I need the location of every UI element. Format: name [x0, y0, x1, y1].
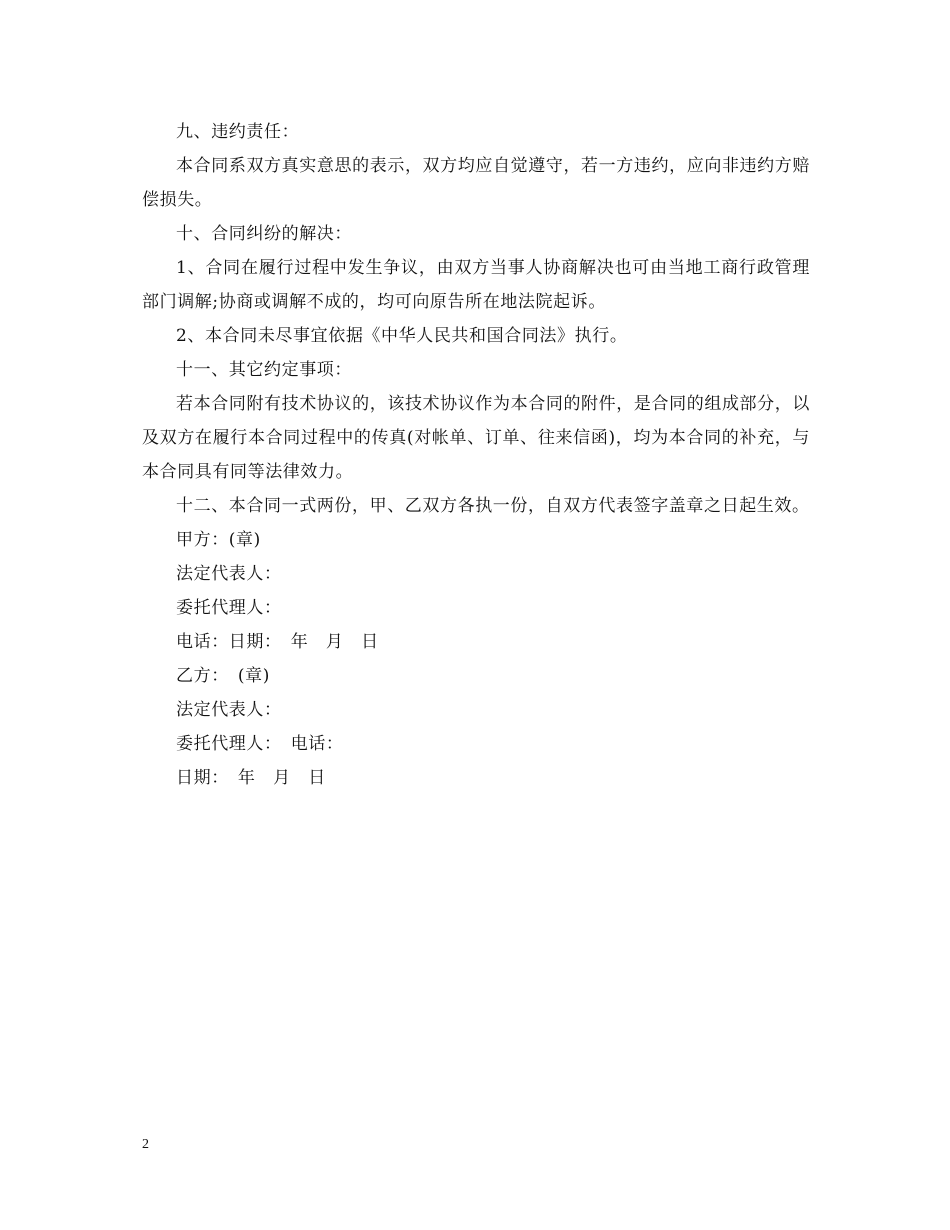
party-a-phone-date-line: 电话：日期： 年 月 日: [176, 632, 379, 652]
party-b-agent-phone-line: 委托代理人： 电话：: [176, 734, 344, 754]
section-heading-breach-liability: 九、违约责任：: [176, 122, 300, 142]
party-b-legal-rep-line: 法定代表人：: [176, 700, 282, 720]
paragraph-dispute-clause-1: 1、合同在履行过程中发生争议，由双方当事人协商解决也可由当地工商行政管理部门调解;协商或调解不成的，均可向原告所在地法院起诉。: [142, 258, 810, 312]
party-a-agent-line: 委托代理人：: [176, 598, 282, 618]
party-a-seal-line: 甲方：(章): [176, 530, 261, 550]
party-b-date-line: 日期： 年 月 日: [176, 768, 326, 788]
section-heading-dispute-resolution: 十、合同纠纷的解决：: [176, 224, 352, 244]
section-heading-other-matters: 十一、其它约定事项：: [176, 360, 352, 380]
paragraph-dispute-clause-2: 2、本合同未尽事宜依据《中华人民共和国合同法》执行。: [176, 326, 628, 346]
document-body: [142, 115, 810, 795]
page-number: 2: [142, 1137, 149, 1152]
party-a-legal-rep-line: 法定代表人：: [176, 564, 282, 584]
paragraph-other-matters: 若本合同附有技术协议的，该技术协议作为本合同的附件，是合同的组成部分，以及双方在履行本合同过程中的传真(对帐单、订单、往来信函)，均为本合同的补充，与本合同具有同等法律效力。: [142, 394, 810, 482]
party-b-seal-line: 乙方： (章): [176, 666, 270, 686]
paragraph-breach-liability: 本合同系双方真实意思的表示，双方均应自觉遵守，若一方违约，应向非违约方赔偿损失。: [142, 156, 810, 210]
paragraph-copies-effective: 十二、本合同一式两份，甲、乙双方各执一份，自双方代表签字盖章之日起生效。: [176, 496, 810, 516]
